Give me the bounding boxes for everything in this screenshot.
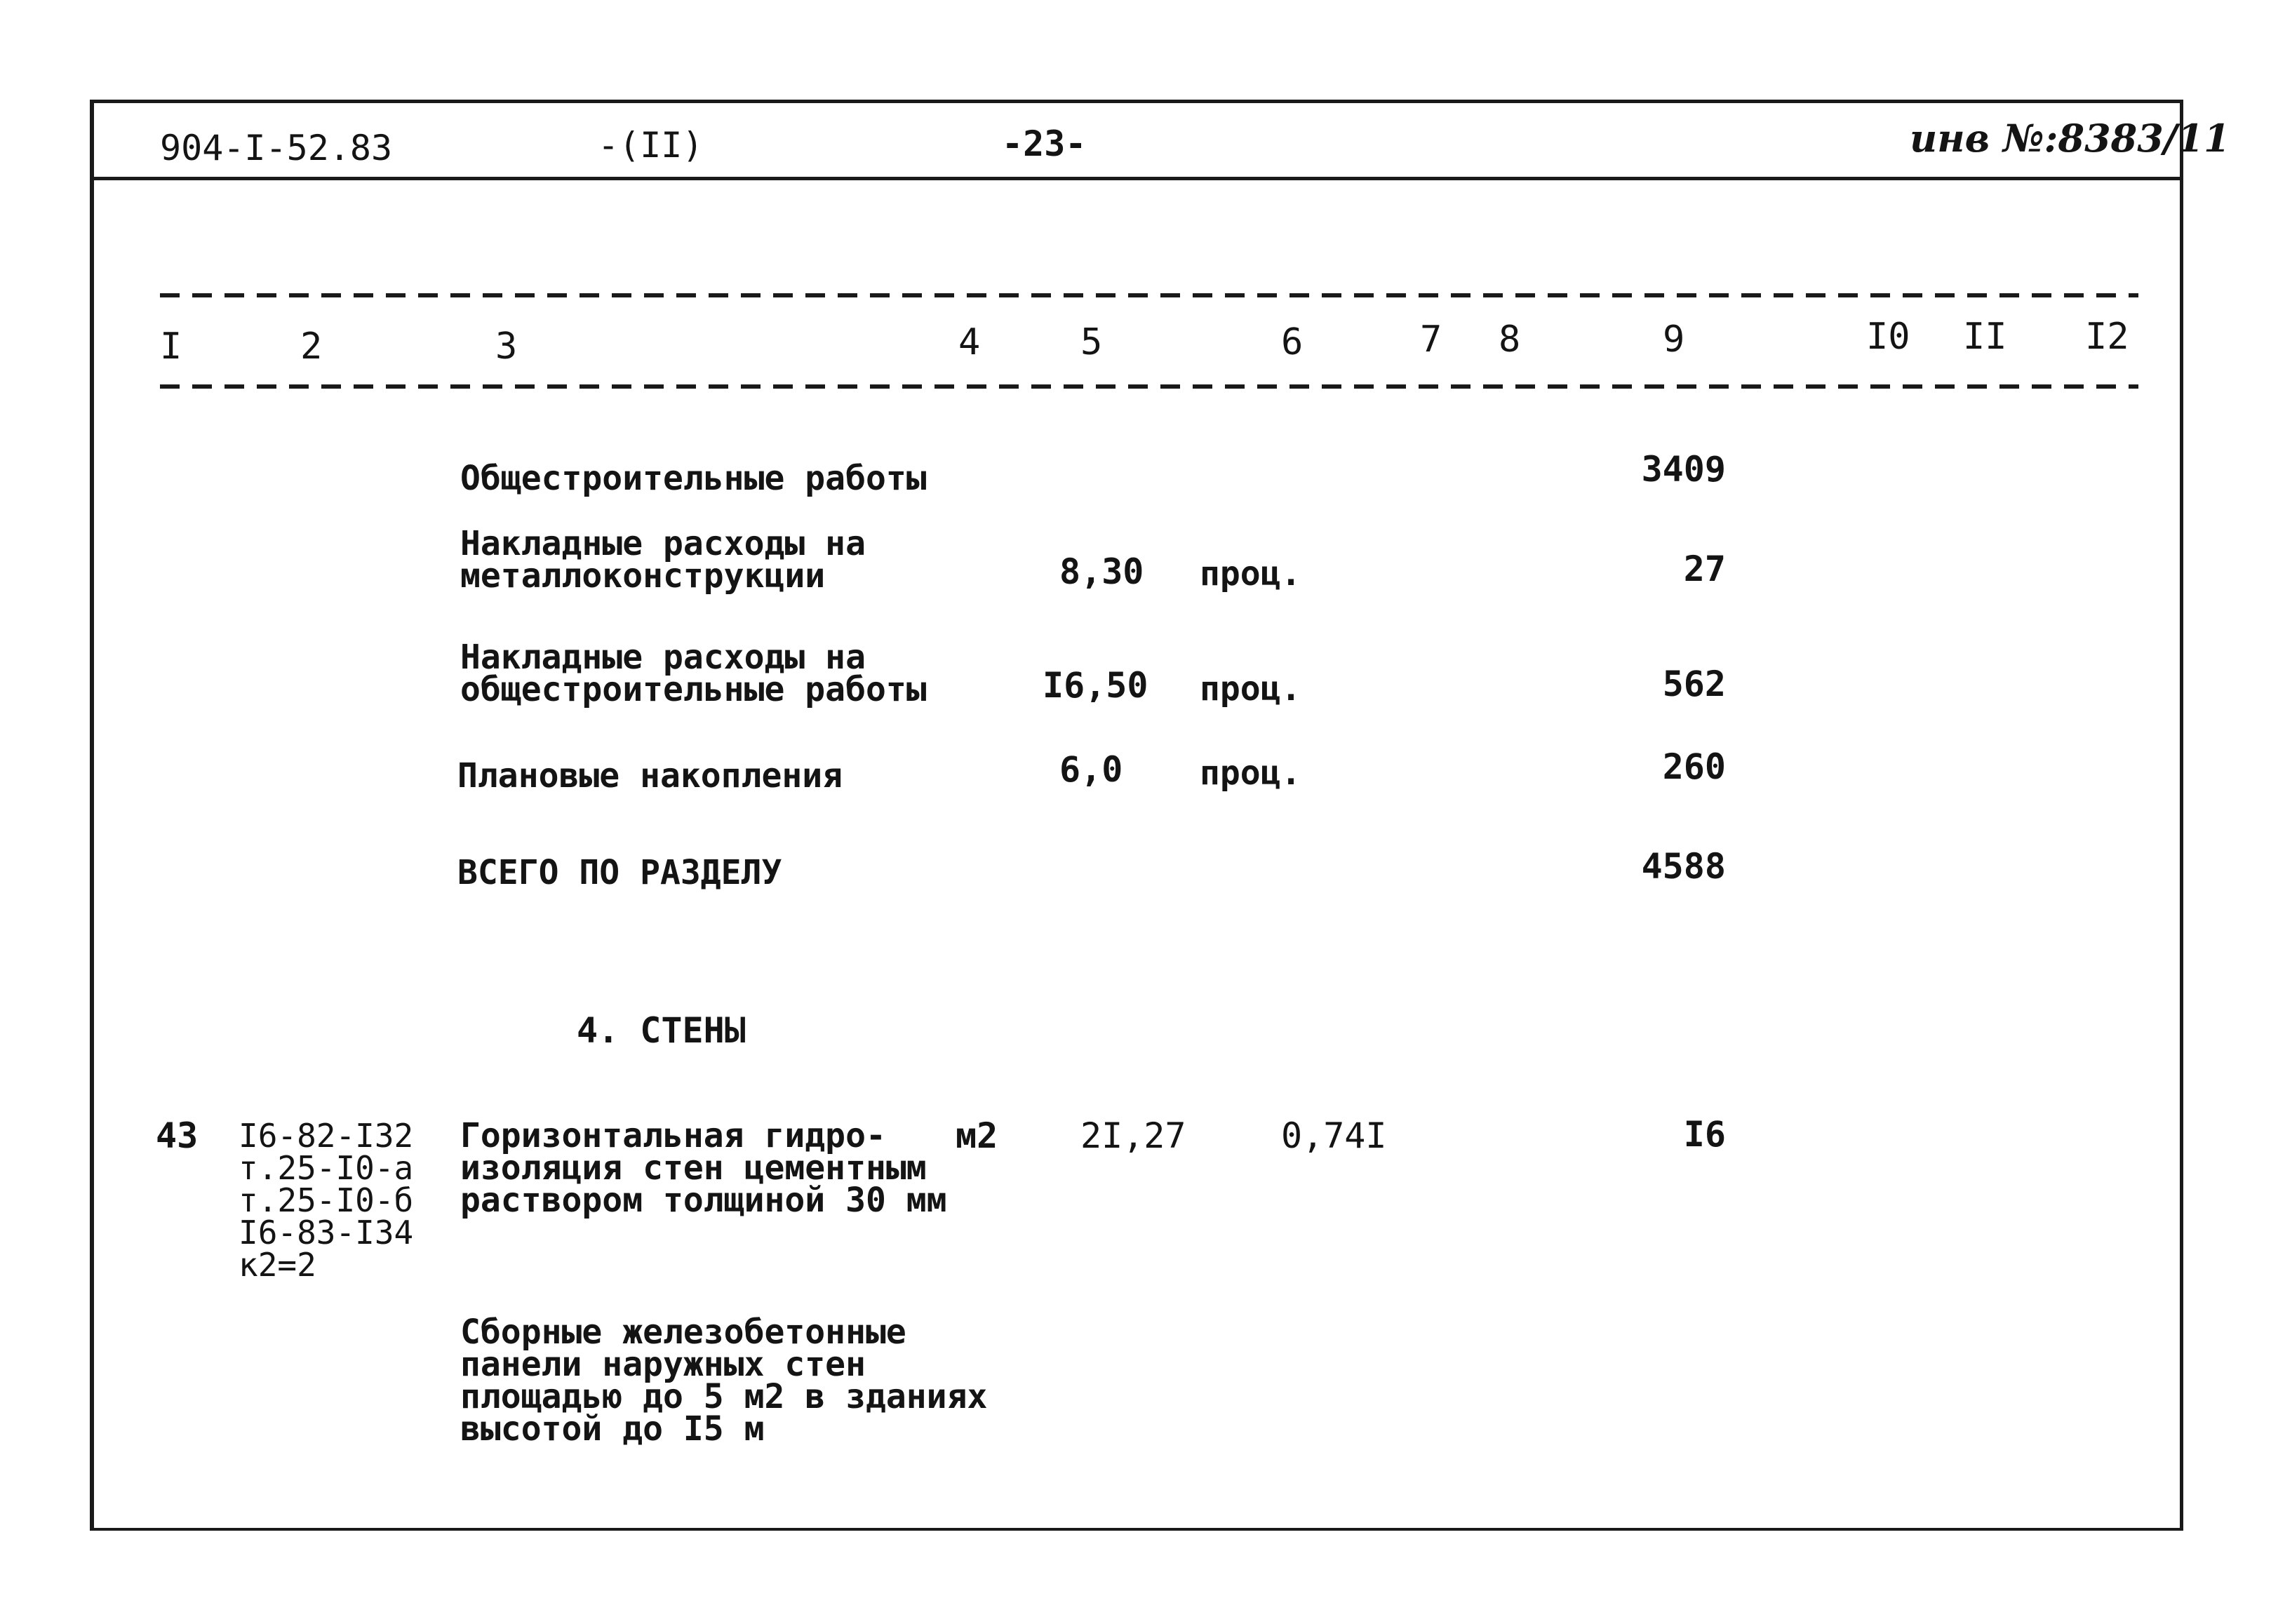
row-overhead-metal-rate: 8,30 xyxy=(1059,551,1144,592)
row-general-works-value: 3409 xyxy=(1641,449,1726,490)
column-number: 6 xyxy=(1281,321,1304,363)
row-planned-savings-rate: 6,0 xyxy=(1059,749,1123,790)
row-overhead-general-rate: I6,50 xyxy=(1043,665,1148,706)
row-overhead-general-text: Накладные расходы на общестроительные работы xyxy=(460,638,927,709)
row-overhead-metal-unit: проц. xyxy=(1200,554,1301,593)
column-number: II xyxy=(1963,316,2007,358)
page-number: -23- xyxy=(1002,123,1087,164)
header-divider xyxy=(90,177,2183,180)
column-number: 9 xyxy=(1663,318,1685,361)
column-number: I0 xyxy=(1866,316,1910,358)
row-overhead-metal-text: Накладные расходы на металлоконструкции xyxy=(460,524,866,596)
row-planned-savings-unit: проц. xyxy=(1200,753,1301,793)
column-number: 8 xyxy=(1499,318,1521,361)
row-overhead-general-value: 562 xyxy=(1662,664,1726,704)
column-number: 3 xyxy=(495,326,518,368)
inventory-number: инв №:8383/11 xyxy=(1910,116,2230,161)
column-number: I2 xyxy=(2085,316,2129,358)
row-general-works-text: Общестроительные работы xyxy=(460,459,927,498)
column-number: 4 xyxy=(958,321,981,363)
row-planned-savings-text: Плановые накопления xyxy=(457,756,843,796)
column-number: 2 xyxy=(300,326,323,368)
item-quantity: 0,74I xyxy=(1281,1115,1387,1156)
item-unit-price: 2I,27 xyxy=(1080,1115,1186,1156)
page-frame xyxy=(90,100,2183,1531)
column-number: 7 xyxy=(1420,318,1442,361)
item-number: 43 xyxy=(156,1115,199,1156)
item-description: Горизонтальная гидро- изоляция стен цементным раствором толщиной 30 мм xyxy=(460,1116,947,1220)
row-planned-savings-value: 260 xyxy=(1662,746,1726,787)
doc-part: -(II) xyxy=(598,125,704,166)
column-number: 5 xyxy=(1080,321,1103,363)
row-section-total-text: ВСЕГО ПО РАЗДЕЛУ xyxy=(457,853,782,892)
row-overhead-general-unit: проц. xyxy=(1200,669,1301,709)
item-cost: I6 xyxy=(1683,1114,1726,1155)
doc-code: 904-I-52.83 xyxy=(160,128,393,168)
item-norm-codes: I6-82-I32 т.25-I0-а т.25-I0-б I6-83-I34 к2=2 xyxy=(239,1117,414,1284)
item-unit: м2 xyxy=(956,1115,998,1156)
row-section-total-value: 4588 xyxy=(1641,846,1726,887)
column-header-top-rule xyxy=(160,293,2138,297)
next-item-description: Сборные железобетонные панели наружных стен площадью до 5 м2 в зданиях высотой до I5 м xyxy=(460,1313,988,1449)
column-number: I xyxy=(160,326,182,368)
row-overhead-metal-value: 27 xyxy=(1683,549,1726,589)
section-title: 4. СТЕНЫ xyxy=(577,1010,746,1051)
column-header-bottom-rule xyxy=(160,384,2138,389)
